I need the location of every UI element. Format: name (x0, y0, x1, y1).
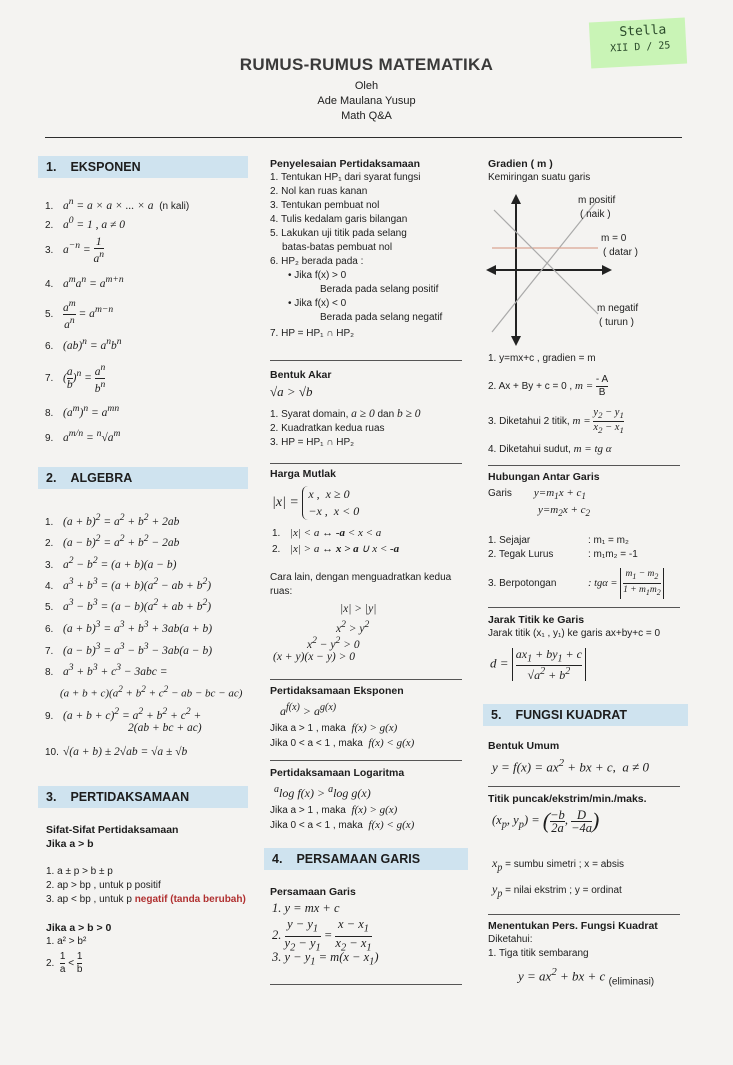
divider (270, 984, 462, 985)
bullet-negative-desc: Berada pada selang negatif (320, 312, 443, 323)
formula-eksp-8: 8. $(a^m)^n = a^{mn}$ (45, 403, 120, 419)
mutlak-sq-4: (x + y)(x − y) > 0 (273, 651, 356, 663)
source: Math Q&A (341, 110, 392, 122)
gradien-item-3: 3. Diketahui 2 titik, (488, 416, 570, 428)
gradien-sub: Kemiringan suatu garis (488, 172, 591, 183)
jarak-sub: Jarak titik (x₁ , y₁) ke garis ax+by+c = 0 (488, 628, 661, 639)
hubungan-sejajar: 1. Sejajar (488, 535, 531, 547)
nilai-ekstrim: $y_p$ = nilai ekstrim ; y = ordinat (492, 882, 622, 900)
formula-alg-6: 6. $(a + b)^3 = a^3 + b^3 + 3ab(a + b)$ (45, 619, 213, 635)
gradien-items: 1. y=mx+c , gradien = m 2. Ax + By + c = 0 , m = $\frac{- A}{B}$ 3. Diketahui 2 titik, m = $\frac{y_2 - y_1}{x_2 - x_1}$ 4. Diketahui sudut, m = tg α (488, 352, 688, 457)
formula-eksp-6: 6. $(ab)^n = a^nb^n$ (45, 336, 122, 352)
section-fungsi-kuadrat: 5. FUNGSI KUADRAT (483, 704, 688, 726)
jarak-title: Jarak Titik ke Garis (488, 614, 585, 626)
label-zero: m = 0 ( datar ) (601, 233, 639, 258)
formula-alg-5: 5. $a^3 - b^3 = (a - b)(a^2$ + ab + $b^2$) (45, 597, 212, 613)
formula-alg-4: 4. $a^3 + b^3 = (a + b)(a^2$ − ab + $b^2$) (45, 576, 212, 592)
hubungan-potong: 3. Berpotongan (488, 578, 557, 590)
menentukan-block: Menentukan Pers. Fungsi Kuadrat Diketahui: 1. Tiga titik sembarang (488, 920, 658, 959)
section-pertidaksamaan: 3. PERTIDAKSAMAAN (38, 786, 248, 808)
step: 1. Tentukan HP₁ dari syarat fungsi (270, 172, 421, 183)
log-ineq-1: Jika a > 1 , maka (270, 805, 346, 816)
divider (488, 786, 680, 787)
x-arrow-left (486, 265, 496, 275)
formula-alg-1: 1. $(a + b)^2 = a^2 + b^2 + 2ab$ (45, 512, 180, 528)
note-name: Stella (619, 22, 667, 40)
garis-1: 1. y = mx + c (272, 901, 340, 915)
eksp-ineq-2: Jika 0 < a < 1 , maka (270, 738, 363, 749)
formula-eksp-2: 2. $a^0 = 1$ , a ≠ 0 (45, 215, 125, 231)
section-algebra: 2. ALGEBRA (38, 467, 248, 489)
eksp-ineq-title: Pertidaksamaan Eksponen (270, 685, 404, 697)
akar-step3: 3. HP = HP₁ ∩ HP₂ (270, 437, 355, 448)
hubungan-tegak: 2. Tegak Lurus (488, 549, 554, 561)
eksp-ineq-1: Jika a > 1 , maka (270, 723, 346, 734)
sifat-block (46, 823, 256, 976)
akar-step2: 2. Kuadratkan kedua ruas (270, 423, 385, 434)
sifat-case1: Jika a > b (46, 838, 94, 850)
step: batas-batas pembuat nol (282, 242, 393, 253)
puncak-formula: ($x_p$, $y_p$) = ( $\frac{-b}{2a}$ , $\frac{D}{-4a}$ ) (492, 807, 600, 835)
hubungan-block: Hubungan Antar Garis Garis $y=m_1x + c_1$ $y=m_2x + c_2$ 1. Sejajar : m₁ = m₂ 2. Tegak Lurus : m₁m₂ = -1 3. Berpotongan : tgα = $\frac{m_1 - m_2}{1 + m_1m_2}$ (488, 470, 688, 599)
formula-eksp-9: 9. $a^{m/n} = ^n√a^m$ (45, 428, 121, 444)
gradien-block (488, 157, 688, 185)
mutlak-title: Harga Mutlak (270, 468, 336, 480)
bentuk-umum: Bentuk Umum (488, 740, 560, 752)
by-line: Oleh (354, 80, 379, 92)
gradien-item-4: 4. Diketahui sudut, (488, 444, 571, 456)
penyelesaian-title: Penyelesaian Pertidaksamaan (270, 158, 421, 170)
note-class: XII D / 25 (609, 40, 671, 55)
sifat-item: 2. ap > bp , untuk p positif (46, 880, 161, 891)
sifat-negatif: negatif (tanda berubah) (134, 894, 246, 905)
garis-block (270, 885, 470, 899)
y-arrow-down (511, 336, 521, 346)
jarak-block (488, 613, 688, 641)
divider (488, 465, 680, 466)
section-eksponen: 1. EKSPONEN (38, 156, 248, 178)
step: 5. Lakukan uji titik pada selang (270, 228, 407, 239)
hubungan-title: Hubungan Antar Garis (488, 471, 600, 483)
log-ineq-block: Pertidaksamaan Logaritma $^a$log f(x) > $^a$log g(x) Jika a > 1 , maka f(x) > g(x) Jika 0 < a < 1 , maka f(x) < g(x) (270, 766, 470, 833)
line-negative (494, 210, 598, 314)
step: 6. HP₂ berada pada : (270, 256, 364, 267)
mutlak-1: 1. |x| < a ↔ -a < x < a (272, 527, 382, 539)
divider (270, 463, 462, 464)
sifat-item: 1. a ± p > b ± p (46, 866, 113, 877)
sifat-title: Sifat-Sifat Pertidaksamaan (46, 824, 179, 836)
x-arrow-right (602, 265, 612, 275)
formula-alg-8: 8. $a^3 + b^3 + c^3 - 3abc$ = (45, 662, 168, 678)
sifat-case2: Jika a > b > 0 (46, 922, 112, 934)
bullet-negative: • Jika f(x) < 0 (288, 298, 347, 309)
garis-title: Persamaan Garis (270, 886, 356, 898)
formula-eksp-5: 5. $\frac{a^m}{a^n}$ = $a^{m-n}$ (45, 298, 114, 331)
hubungan-garis: Garis (488, 488, 512, 499)
formula-eksp-7: 7. ( $\frac{a}{b}$ )$^n$ = $\frac{a^n}{b^n}$ (45, 362, 106, 395)
gradien-item-1: 1. y=mx+c , gradien = m (488, 353, 596, 364)
mutlak-sq-1: |x| > |y| (340, 603, 377, 615)
akar-step1: 1. Syarat domain, (270, 409, 349, 420)
sifat-item: 1. a² > b² (46, 936, 87, 947)
sifat-item-2: 2. $\frac{1}{a}$ < $\frac{1}{b}$ (46, 951, 83, 975)
log-ineq-2: Jika 0 < a < 1 , maka (270, 820, 363, 831)
formula-alg-3: 3. $a^2 - b^2 = (a + b)(a - b)$ (45, 555, 177, 571)
penyelesaian-block (270, 157, 470, 341)
mutlak-cara: Cara lain, dengan menguadratkan kedua ruas: (270, 572, 452, 597)
formula-alg-7: 7. $(a - b)^3 = a^3 - b^3 - 3ab(a - b)$ (45, 641, 213, 657)
step: 4. Tulis kedalam garis bilangan (270, 214, 408, 225)
puncak-block: Titik puncak/ekstrim/min./maks. (488, 793, 647, 805)
formula-alg-8b: $(a + b + c)(a^2 + b^2 + c^2$ − ab − bc − ac) (60, 684, 243, 700)
bullet-positive-desc: Berada pada selang positif (320, 284, 439, 295)
author: Ade Maulana Yusup (317, 95, 416, 107)
sifat-item: 3. ap < bp , untuk p (46, 894, 132, 905)
akar-title: Bentuk Akar (270, 369, 332, 381)
formula-eksp-1: 1. $a^n = a \times a$ × ... × a (n kali) (45, 196, 190, 212)
tiga-titik-formula: $y = ax^2$ + bx + c $_{(eliminasi)}$ (518, 966, 655, 988)
divider (270, 760, 462, 761)
eksp-ineq-block: Pertidaksamaan Eksponen $a^{f(x)} > a^{g(x)}$ Jika a > 1 , maka f(x) > g(x) Jika 0 < a < 1 , maka f(x) < g(x) (270, 684, 470, 751)
bullet-positive: • Jika f(x) > 0 (288, 270, 347, 281)
formula-alg-10: 10. √(a + b) ± 2√ab = √a ± √b (45, 746, 188, 758)
gradien-title: Gradien ( m ) (488, 158, 553, 170)
formula-alg-9b: 2(ab + bc + ac) (128, 722, 202, 734)
log-ineq-title: Pertidaksamaan Logaritma (270, 767, 405, 779)
formula-eksp-3: 3. $a^{-n}$ = $\frac{1}{a^n}$ (45, 236, 105, 265)
page-title: RUMUS-RUMUS MATEMATIKA (239, 55, 494, 74)
formula-eksp-4: 4. $a^ma^n = a^{m+n}$ (45, 274, 124, 290)
mutlak-block (270, 467, 470, 481)
jarak-formula: d = $\frac{ax_1 + by_1 + c}{√a^2 + b^2}$ (490, 648, 586, 681)
divider (270, 360, 462, 361)
mutlak-sq-3: $x^2 - y^2 > 0$ (307, 635, 360, 651)
formula-alg-9: 9. $(a + b + c)^2 = a^2 + b^2 + c^2$ + (45, 706, 202, 722)
section-persamaan-garis: 4. PERSAMAAN GARIS (264, 848, 468, 870)
gradien-item-2: 2. Ax + By + c = 0 , (488, 381, 573, 393)
y-arrow-up (511, 194, 521, 204)
divider (270, 679, 462, 680)
mutlak-def: |x| = x , x ≥ 0 −x , x < 0 (272, 487, 360, 518)
step: 2. Nol kan ruas kanan (270, 186, 368, 197)
akar-formula: √a > √b (270, 384, 313, 399)
garis-2: 2. $\frac{y - y_1}{y_2 - y_1}$ = $\frac{x - x_1}{x_2 - x_1}$ (272, 917, 372, 953)
label-negative: m negatif ( turun ) (597, 303, 639, 328)
step: 3. Tentukan pembuat nol (270, 200, 380, 211)
header-rule (45, 137, 682, 138)
mutlak-sq-2: $x^2 > y^2$ (336, 619, 370, 635)
bentuk-formula: $y = f(x) = ax^2$ + bx + c, a ≠ 0 (492, 757, 650, 775)
mutlak-2: 2. |x| > a ↔ x > a ∪ x < -a (272, 543, 400, 555)
formula-alg-2: 2. $(a - b)^2 = a^2 + b^2 - 2ab$ (45, 533, 180, 549)
header (0, 55, 733, 124)
divider (488, 607, 680, 608)
sumbu-simetri: $x_p$ = sumbu simetri ; x = absis (492, 856, 625, 874)
step-7: 7. HP = HP₁ ∩ HP₂ (270, 328, 355, 339)
garis-3: 3. $y - y_1 = m(x - x_1)$ (272, 950, 379, 968)
label-positive: m positif ( naik ) (578, 195, 616, 220)
divider (488, 914, 680, 915)
akar-block: Bentuk Akar √a > √b 1. Syarat domain, a ≥ 0 dan b ≥ 0 2. Kuadratkan kedua ruas 3. HP = HP₁ ∩ HP₂ (270, 368, 470, 450)
